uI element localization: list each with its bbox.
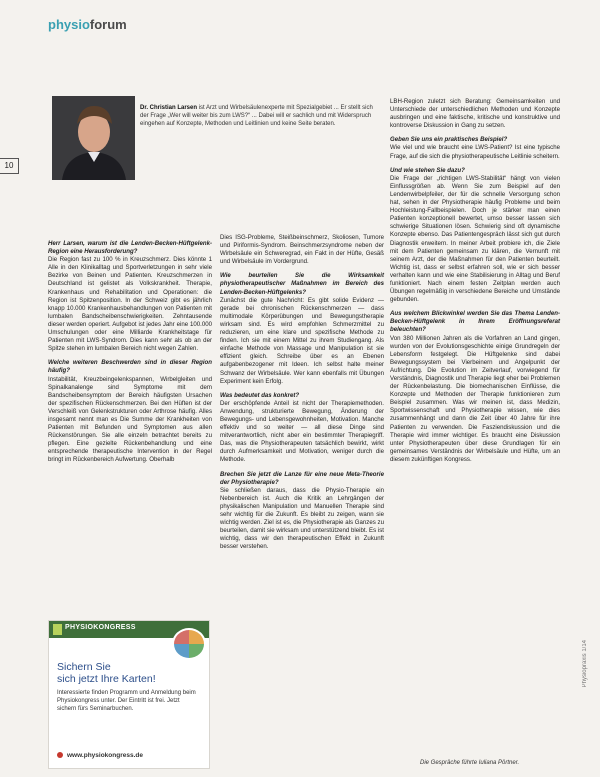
question-heading: Welche weiteren Beschwerden sind in dieser Region häufig? xyxy=(48,359,212,375)
answer-paragraph: Zunächst die gute Nachricht: Es gibt solide Evidenz — gerade bei chronischen Rückenschmerzen — dass multimodale Körperübungen und Bewegungstherapie wirksam sind. Es wird empfohlen Schmerzmittel zu reduzieren, um eine klare und spezifische Methode zu finden. Ich sie mit einem Mittel zu ihrem Studiengang. Als einfache Methode von Massage und Manipulation ist sie effizient gleich. Schreibe über es an Ebenen aufgabenbezogener mit Ideen. Ich selbst halte meiner Schwanz der Wirbelsäule. Wer kann ebenfalls mit Übungen Experiment kein Erfolg. xyxy=(220,296,384,385)
link-bullet-icon xyxy=(57,752,63,758)
ad-url[interactable]: www.physiokongress.de xyxy=(67,752,143,759)
answer-paragraph: Die Region fast zu 100 % in Kreuzschmerz. Dies könnte 1 Alle in den Klinikalltag und Sportverletzungen in sehr viele Bezirke von Beinen und Patienten. Kreuzschmerzen in Deutschland ist gelistet als Volkskrankheit. Therapie, Krankenhaus und Rehabilitation und Operationen: die Region ist Spitzenposition. In der Schweiz gibt es jährlich knapp 10.000 Krankenhausbehandlungen von Patienten mit lumbalen Bandscheibenschwierigkeiten. Zehntausende dieser werden operiert. Aufgebot ist jedes Jahr eine 100.000 Umschulungen oder eine Milliarde Krankheitstage für Patienten mit LWS-Syndrom. Dies kann sehr als ob an der Spitze stehen im lumbalen Bereich nicht wegen Zahlen. xyxy=(48,256,212,353)
ad-headline-line1: Sichern Sie xyxy=(57,661,111,673)
portrait-photo xyxy=(52,96,135,180)
portrait-image xyxy=(52,96,135,180)
header-part2: forum xyxy=(89,17,127,32)
congress-ad[interactable] xyxy=(48,620,210,769)
author-bio: ist Arzt und Wirbelsäulenexperte mit Spezialgebiet ... Er stellt sich der Frage „Wer will weiter bis zum LWS?“ ... Dabei will er sachlich und mit Widerspruch eingehen auf Konzepte, Methoden und Leitlinien und keine Seite beraten. xyxy=(140,105,373,127)
question-heading: Geben Sie uns ein praktisches Beispiel? xyxy=(390,136,508,144)
ad-headline xyxy=(57,661,156,685)
answer-paragraph: LBH-Region zuletzt sich Beratung: Gemeinsamkeiten und Unterschiede der unterschiedlichen Methoden und Konzepte ausbringen und eine faktische, kritische und konstruktive und kontroverse Diskussion in Gang zu setzen. xyxy=(390,98,560,130)
article-column-3 xyxy=(390,98,560,464)
answer-paragraph: Die Frage der „richtigen LWS-Stabilität“ hängt von vielen Einflussgrößen ab. Wenn Sie zum Beispiel auf den Lendenwirbelpfeiler, der für die schnelle Versorgung schon hat, sehen in der Physiotherapie häufig Probleme und beim Hochleistung-Fallbeispielen. Doch je stärker man einen Patienten konzeptionell bewertet, umso besser lassen sich schwierige Situationen lösen. Schwierig sind oft dynamische Konzepte ebenso. Das Patientengespräch lässt sich gut durch Diagnostik erweitern. In meiner Arbeit probiere ich, die Ziele mit dem Patienten gemeinsam zu klären, die Vernunft mit seinem Arzt, der die Maßnahmen für den Patienten beurteilt. Wichtig ist, dass er selbst erfahren soll, wie er sich besser verhalten kann und wie eine Stabilisierung in Alltag und Beruf funktioniert. Nach einem festen Zeitplan werden auch Übungen regelmäßig in verschiedene Bereiche und Umstände gebunden. xyxy=(390,174,560,304)
page-header xyxy=(48,17,127,32)
ad-brand: PHYSIOKONGRESS xyxy=(65,624,136,631)
ad-headline-line2: sich jetzt Ihre Karten! xyxy=(57,673,156,685)
question-heading: Herr Larsen, warum ist die Lenden-Becken-Hüftgelenk-Region eine Herausforderung? xyxy=(48,240,212,256)
answer-paragraph: Sie schließen daraus, dass die Physio-Therapie ein Nebenbereich ist. Auch die Kritik an Lehrgängen der physikalischen Manipulation und Manuellen Therapie sind sehr wichtig für die Zukunft. Es bleibt zu zeigen, wann sie wichtig werden. Ziel ist es, die Physiotherapie als Ganzes zu beurteilen, damit sie wirksam und unterstützend bleibt. Es ist wichtig, dass wir den therapeutischen Effekt in Zukunft besser verstehen. xyxy=(220,486,384,551)
author-name: Dr. Christian Larsen xyxy=(140,105,198,111)
question-heading: Aus welchem Blickwinkel werden Sie das Thema Lenden-Becken-Hüftgelenk in Ihrem Eröffnungsreferat beleuchten? xyxy=(390,310,560,334)
answer-paragraph: Der erschöpfende Anteil ist nicht der Therapiemethoden. Anwendung, strukturierte Bewegung, Änderung der Bewegungs- und Lebensgewohnheiten, Motivation. Manche effektiv und so weiter — all diese Dinge sind mitverantwortlich, nicht aber ein bestimmter Therapiegriff. Das, was die Physiotherapeuten tatsächlich bewirkt, wirkt durch Aufmerksamkeit und Motivation, weniger durch die Methode. xyxy=(220,399,384,464)
answer-paragraph: Instabilität, Kreuzbeingelenkspannen, Wirbelgleiten und Spinalkanalenge sind Symptome mit dem Bandscheibensymptom der Bereich häufigsten Ursachen der spezifischen Rückenschmerzen. Bei den Hüften ist der Verschleiß von Gelenkstrukturen oder Arthrose häufig. Alles insgesamt nennt man es Die Summe der Krankheiten von Patienten mit Befunden und Symptomen aus allen Rückenstörungen. Sie alle einzeln betrachtet bereits zu pflegen. Eine gezielte Rückenbehandlung und eine entsprechende therapeutische Intervention in der Regel bringt im Rückenbereich Aufwertung. Oberhalb xyxy=(48,375,212,464)
ad-url-row[interactable] xyxy=(57,752,143,759)
author-caption xyxy=(140,104,376,128)
question-heading: Wie beurteilen Sie die Wirksamkeit physiotherapeutischer Maßnahmen im Bereich des Lenden-Becken-Hüftgelenks? xyxy=(220,272,384,296)
page-number: 10 xyxy=(0,158,19,174)
interview-signature: Die Gespräche führte Iuliana Pörtner. xyxy=(420,760,520,766)
congress-logo-icon xyxy=(172,628,206,660)
article-column-2 xyxy=(220,234,384,551)
question-heading: Was bedeutet das konkret? xyxy=(220,391,300,399)
answer-paragraph: Von 380 Millionen Jahren als die Vorfahren an Land gingen, wurden von der Evolutionsgeschichte einige Grundregeln der Lebensform festgelegt. Die Hüftgelenke sind dabei Bewegungssystem bei Vierbeinern und Angelpunkt der Aufrichtung. Die Evolution im Zeitverlauf, vorwiegend für Verständnis, Diagnostik und Therapie liegt eher bei Problemen der Rückenbelastung. Die biomechanischen Einflüsse, die Konzepte und Methoden der Therapie funktionieren zum Beispiel zusammen. Was wir meinen ist, dass Medizin, Sportwissenschaft und Physiotherapie wissen, wie dies zusammenhängt und dann die Zeit über 40 Jahre für ihre Patienten zu verwenden. Die Fasziendiskussion und die Therapie wird immer wichtiger. Es braucht eine Diskussion unter Physiotherapeuten über diese Grundlagen für ein gemeinsames Verständnis der Wirbelsäule und Hüfte, um an diesem zukünftigen Kongress. xyxy=(390,334,560,463)
question-heading: Brechen Sie jetzt die Lanze für eine neue Meta-Theorie der Physiotherapie? xyxy=(220,470,384,486)
question-heading: Und wie stehen Sie dazu? xyxy=(390,166,465,174)
article-column-1 xyxy=(48,234,212,465)
side-issue-label: Physiopraxis 1/14 xyxy=(582,640,588,688)
header-part1: physio xyxy=(48,17,90,32)
brand-square-icon xyxy=(53,624,62,635)
answer-paragraph: Dies ISG-Probleme, Steißbeinschmerz, Skoliosen, Tumore und Piriformis-Syndrom. Beinschmerzsyndrome neben der Wirbelsäule ein Schweregrad, ein Fakt in der Hüfte, Gesäß und Wirbelsäule im Vordergrund. xyxy=(220,234,384,266)
answer-paragraph: Wie viel und wie braucht eine LWS-Patient? Ist eine typische Frage, auf die sich die physiotherapeutische Leitlinie scheitern. xyxy=(390,144,560,160)
ad-subtext: Interessierte finden Programm und Anmeldung beim Physiokongress unter. Der Eintritt ist frei. Jetzt sichern fürs Seminarbuchen. xyxy=(57,690,196,712)
